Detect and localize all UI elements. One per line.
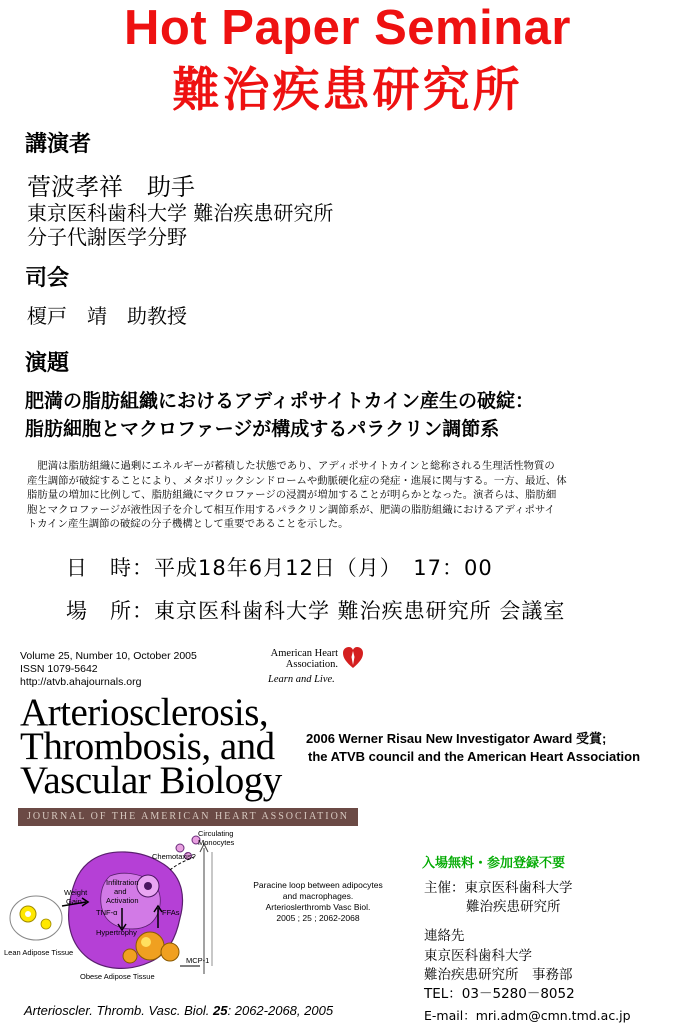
talk-abstract [27,459,677,532]
host-heading: 司会 [25,266,70,291]
journal-issn: ISSN 1079-5642 [20,663,98,675]
citation [24,1003,333,1019]
speaker-department: 分子代謝医学分野 [27,225,187,249]
citation-journal: Arterioscler. Thromb. Vasc. Biol. [24,1003,210,1018]
talk-title-line2: 脂肪細胞とマクロファージが構成するパラクリン調節系 [25,418,500,440]
host-name: 榎戸 靖 助教授 [27,304,187,328]
fig-label-tnf: TNF-α [96,908,118,917]
journal-title-line3: Vascular Biology [20,759,282,802]
journal-title-line2: Thrombosis, and [20,725,275,768]
institute-title: 難治疾患研究所 [172,63,523,118]
journal-title-line1: Arteriosclerosis, [20,691,269,734]
free-admission: 入場無料・参加登録不要 [422,856,566,871]
citation-pages: : 2062-2068, 2005 [227,1003,334,1018]
fig-label-lean: Lean Adipose Tissue [4,948,74,957]
abstract-line: トカイン産生調節の破綻の分子機構として重要であることを示した。 [27,518,349,530]
fig-label-infiltration: Infiltration [106,878,139,887]
fig-label-hypertrophy: Hypertrophy [96,928,137,937]
fig-label-monocytes: Monocytes [198,838,235,847]
fig-label-weight: Weight [64,888,88,897]
fig-label-gain: Gain [66,897,82,906]
abstract-line: 脂肪量の増加に比例して、脂肪組織にマクロファージの浸潤が増加することが明らかとなった。演者らは、脂肪細 [27,489,557,501]
contact-heading: 連絡先 [424,928,465,944]
speaker-name: 菅波孝祥 助手 [27,173,195,201]
journal-url: http://atvb.ahajournals.org [20,676,142,688]
abstract-line: 胞とマクロファージが液性因子を介して相互作用するパラクリン調節系が、肥満の脂肪組織におけるアディポサイ [27,503,555,516]
contact-email: E-mail：mri.adm@cmn.tmd.ac.jp [424,1008,631,1023]
aha-logo [266,646,376,690]
paracrine-figure [0,826,240,992]
award-line1: 2006 Werner Risau New Investigator Award 受賞; [306,731,607,746]
citation-volume: 25 [213,1003,228,1018]
award-line2: the ATVB council and the American Heart Association [308,749,641,764]
journal-banner: JOURNAL OF THE AMERICAN HEART ASSOCIATION [18,808,358,826]
talk-title-line1: 肥満の脂肪組織におけるアディポサイトカイン産生の破綻： [25,390,535,412]
seminar-datetime: 日 時：平成18年6月12日（月） 17：00 [66,556,493,580]
aha-name: American Heart Association. [270,648,338,670]
journal-volume: Volume 25, Number 10, October 2005 [20,650,197,662]
contact-line2: 難治疾患研究所 事務部 [424,967,573,983]
fig-label-ffas: FFAs [162,908,180,917]
seminar-place: 場 所：東京医科歯科大学 難治疾患研究所 会議室 [66,599,566,623]
abstract-line: 肥満は脂肪組織に過剰にエネルギーが蓄積した状態であり、アディポサイトカインと総称される生理活性物質の [27,460,555,472]
speaker-heading: 講演者 [25,132,92,157]
speaker-affiliation: 東京医科歯科大学 難治疾患研究所 [27,201,334,225]
host-org-line1: 主催：東京医科歯科大学 [424,880,573,896]
paracrine-diagram [0,826,240,992]
fig-label-and: and [114,887,127,896]
figure-caption: Paracine loop between adipocytes and macrophages. Arterioslerthromb Vasc Biol. 2005 ; 25 ; 2062-2068 [253,880,383,923]
heart-torch-icon [342,646,364,670]
fig-label-circulating: Circulating [198,829,234,838]
fig-label-mcp: MCP-1 [186,956,210,965]
fig-label-activation: Activation [106,896,139,905]
abstract-line: 産生調節が破綻することにより、メタボリックシンドロームや動脈硬化症の発症・進展に関与する。一方、最近、体 [27,474,567,487]
seminar-title: Hot Paper Seminar [124,1,571,55]
contact-tel: TEL：03－5280－8052 [424,986,575,1002]
host-org-line2: 難治疾患研究所 [466,899,561,915]
aha-tagline: Learn and Live. [268,674,335,685]
talk-heading: 演題 [25,351,70,376]
fig-label-chemotaxis: Chemotaxis? [152,852,196,861]
contact-line1: 東京医科歯科大学 [424,948,532,964]
fig-label-obese: Obese Adipose Tissue [80,972,155,981]
